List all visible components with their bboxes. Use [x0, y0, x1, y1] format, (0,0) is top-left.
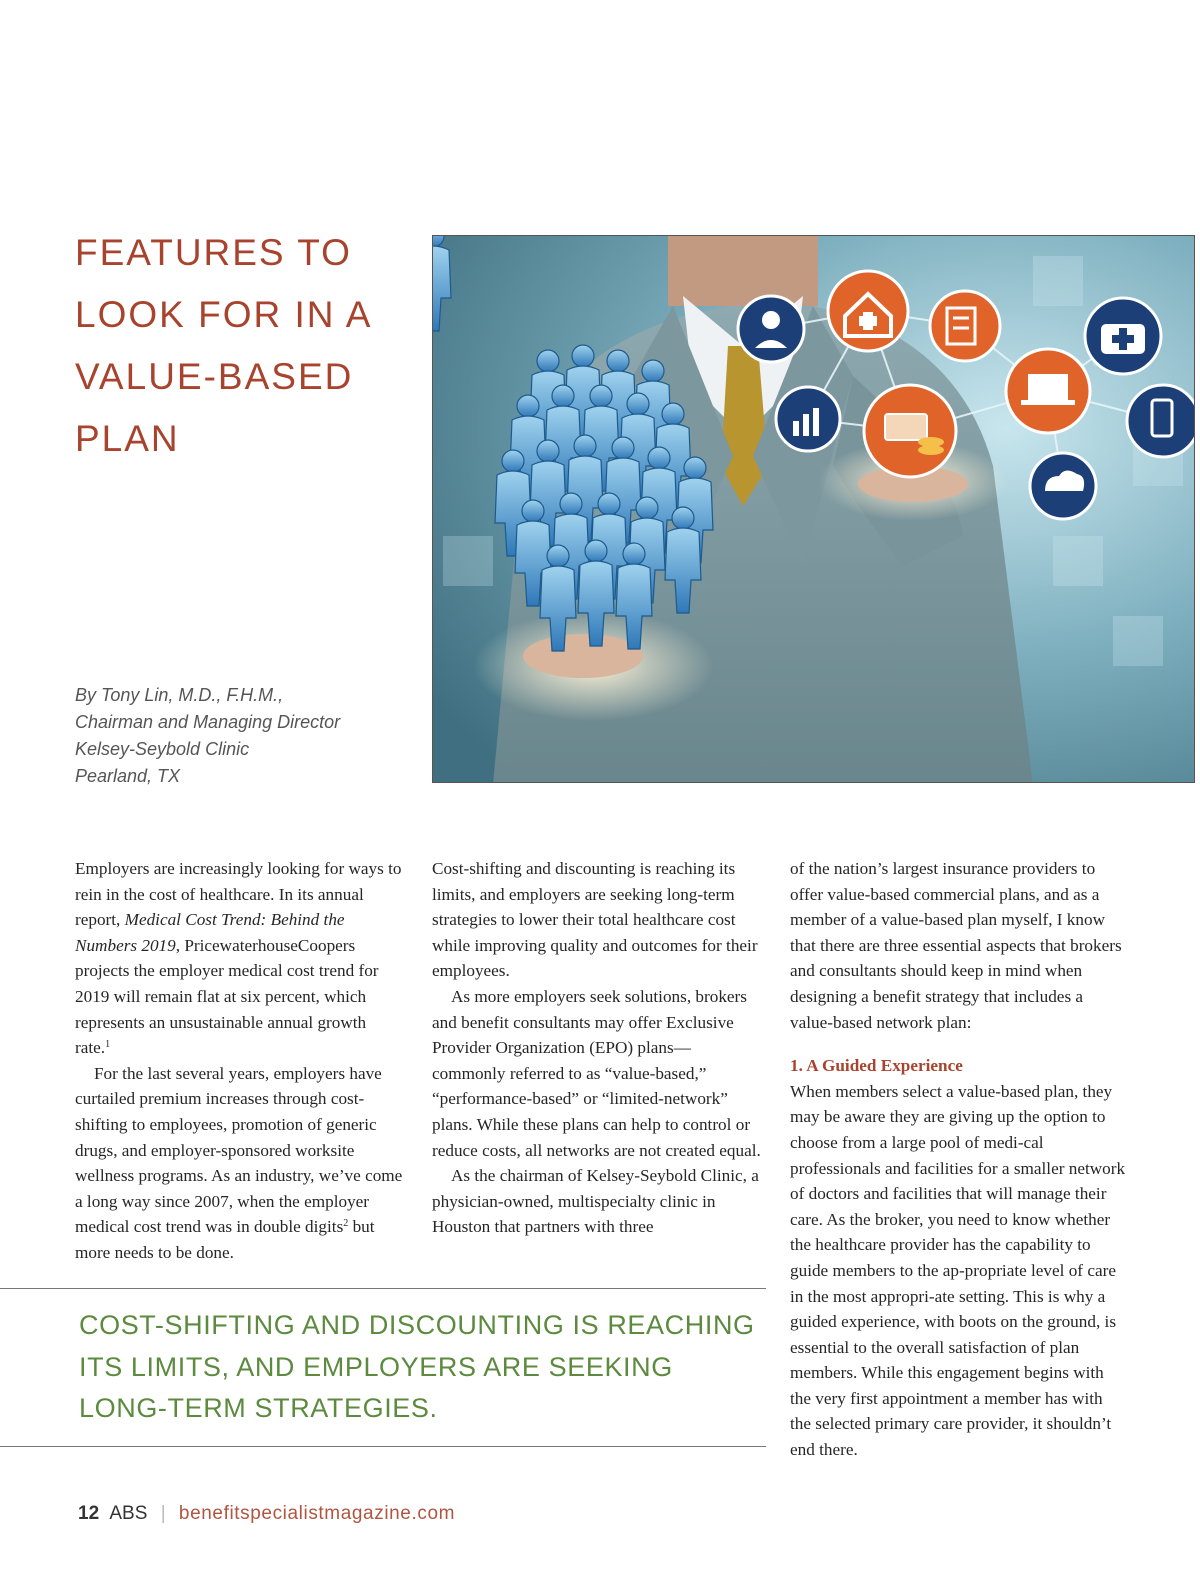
- report-title: Medical Cost Trend: Behind the Numbers 2019: [75, 910, 345, 955]
- footer-separator: |: [160, 1503, 166, 1524]
- body-column-2: [432, 856, 762, 1240]
- hero-image: [432, 235, 1195, 783]
- byline-line: By Tony Lin, M.D., F.H.M.,: [75, 685, 284, 705]
- byline-line: Kelsey-Seybold Clinic: [75, 739, 250, 759]
- home-health-icon: [828, 271, 908, 351]
- paragraph: As the chairman of Kelsey-Seybold Clinic, a physician-owned, multispecialty clinic in Houston that partners with three: [432, 1166, 759, 1237]
- page-footer: [78, 1503, 455, 1525]
- footnote-marker: 1: [105, 1039, 111, 1051]
- website-link[interactable]: benefitspecialistmagazine.com: [178, 1503, 456, 1524]
- page-number: 12: [78, 1503, 100, 1524]
- article-title: [75, 222, 415, 470]
- section-heading: 1. A Guided Experience: [790, 1056, 963, 1076]
- mobile-lock-icon: [1127, 385, 1195, 457]
- pullquote-line: ITS LIMITS, AND EMPLOYERS ARE SEEKING: [79, 1351, 673, 1382]
- hero-illustration: [433, 236, 1195, 783]
- nurse-icon: [738, 296, 804, 362]
- cloud-lock-icon: [1030, 453, 1096, 519]
- pullquote-line: LONG-TERM STRATEGIES.: [79, 1393, 438, 1423]
- body-column-3: [790, 856, 1126, 1463]
- title-line: LOOK FOR IN A: [75, 294, 373, 335]
- body-column-1: [75, 856, 405, 1266]
- footnote-marker: 2: [343, 1218, 349, 1230]
- byline: [75, 682, 415, 790]
- paragraph: of the nation’s largest insurance providers to offer value-based commercial plans, and as a member of a value-based plan myself, I know that there are three essential aspects that brokers and consultants should keep in mind when designing a benefit strategy that includes a value-based network plan:: [790, 859, 1122, 1032]
- paragraph: As more employers seek solutions, brokers and benefit consultants may offer Exclusive Provider Organization (EPO) plans—commonly referred to as “value-based,” “performance-based” or “limited-network” plans. While these plans can help to control or reduce costs, all networks are not created equal.: [432, 986, 761, 1160]
- text-run: , PricewaterhouseCoopers projects the employer medical cost trend for 2019 will remain flat at six percent, which represents an unsustainable annual growth rate.: [75, 935, 379, 1058]
- medical-kit-icon: [1085, 298, 1161, 374]
- byline-line: Pearland, TX: [75, 766, 181, 786]
- byline-line: Chairman and Managing Director: [75, 712, 341, 732]
- magazine-name: ABS: [109, 1503, 148, 1524]
- paragraph: When members select a value-based plan, they may be aware they are giving up the option to choose from a large pool of medi-cal professionals and facilities for a smaller network of doctors and facilities that will manage their care. As the broker, you need to know whether the healthcare provider has the capability to guide members to the ap-propriate level of care in the most appropri-ate setting. This is why a guided experience, with boots on the ground, is essential to the overall satisfaction of plan members. While this engagement begins with the very first appointment a member has with the selected primary care provider, it shouldn’t end there.: [790, 1081, 1126, 1460]
- text-run: Employers are increasingly looking for ways to rein in the cost of healthcare. In its annual report,: [75, 859, 402, 930]
- laptop-chart-icon: [1006, 349, 1090, 433]
- bar-chart-icon: [776, 387, 840, 451]
- money-icon: [864, 385, 956, 477]
- paragraph: [75, 856, 405, 1061]
- pullquote-rule-bottom: [0, 1446, 766, 1447]
- paragraph: Cost-shifting and discounting is reaching its limits, and employers are seeking long-term strategies to lower their total healthcare cost while improving quality and outcomes for their employees.: [432, 859, 758, 981]
- paragraph: [75, 1061, 405, 1266]
- checklist-icon: [930, 291, 1000, 361]
- text-run: but more needs to be done.: [75, 1217, 375, 1262]
- pull-quote: [79, 1305, 769, 1430]
- title-line: PLAN: [75, 418, 180, 459]
- pullquote-rule-top: [0, 1288, 766, 1289]
- text-run: For the last several years, employers have curtailed premium increases through cost-shifting to employees, promotion of generic drugs, and employer-sponsored worksite wellness programs. As an industry, we’ve come a long way since 2007, when the employer medical cost trend was in double digits: [75, 1063, 403, 1237]
- title-line: FEATURES TO: [75, 232, 352, 273]
- title-line: VALUE-BASED: [75, 356, 354, 397]
- pullquote-line: COST-SHIFTING AND DISCOUNTING IS REACHING: [79, 1310, 755, 1340]
